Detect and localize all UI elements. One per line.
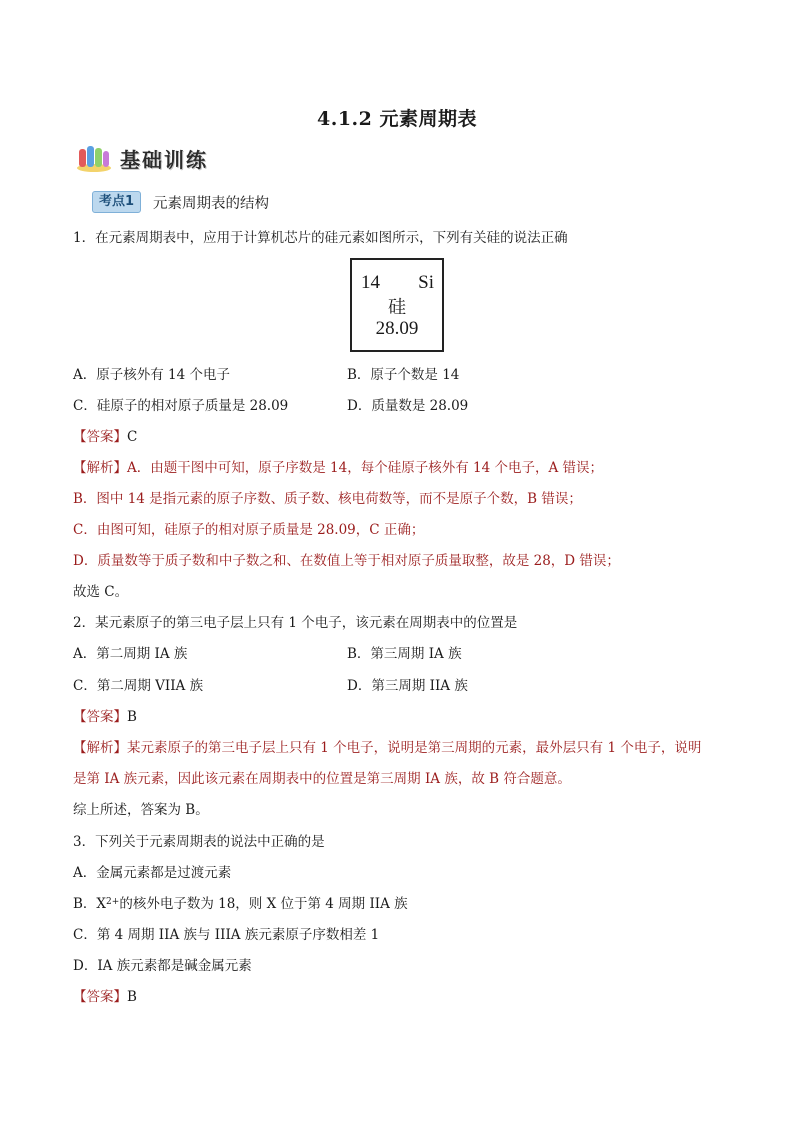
q2-conclusion: 综上所述，答案为 B。 [73,802,209,818]
q2-analysis-line-2: 是第 IA 族元素，因此该元素在周期表中的位置是第三周期 IA 族，故 B 符合题意。 [73,771,571,787]
page-title: 4.1.2 元素周期表 [316,108,477,130]
analysis-text: A．由题干图中可知，原子序数是 14，每个硅原子核外有 14 个电子，A 错误； [127,460,604,476]
analysis-label: 【解析】 [73,740,127,756]
q2-analysis-line-1 [73,739,701,757]
q1-option-a: A．原子核外有 14 个电子 [73,367,231,383]
q1-analysis-line-2: B．图中 14 是指元素的原子序数、质子数、核电荷数等，而不是原子个数，B 错误； [73,491,582,507]
q3-option-b [73,895,408,913]
option-b-text: 的核外电子数为 18，则 X 位于第 4 周期 IIA 族 [119,896,408,912]
answer-label: 【答案】 [73,709,127,725]
option-b-prefix: B．X [73,896,107,912]
element-name: 硅 [388,297,406,317]
topic-badge: 考点1 [92,191,141,213]
topic-title: 元素周期表的结构 [153,195,270,212]
analysis-text: 某元素原子的第三电子层上只有 1 个电子，说明是第三周期的元素，最外层只有 1 个电子，说明 [127,740,702,756]
answer-value: B [127,709,137,725]
element-mass: 28.09 [375,318,419,339]
q1-answer [73,428,137,446]
analysis-label: 【解析】 [73,460,127,476]
q3-option-a: A．金属元素都是过渡元素 [73,865,232,881]
answer-value: C [127,429,138,445]
q1-conclusion: 故选 C。 [73,584,129,600]
q2-option-a: A．第二周期 IA 族 [73,646,188,662]
section-banner-text: 基础训练 [120,147,208,172]
q2-option-c: C．第二周期 VIIA 族 [73,678,204,694]
topic-heading [92,191,269,213]
q1-option-b: B．原子个数是 14 [347,367,460,383]
element-symbol: Si [418,272,434,293]
q3-stem: 3．下列关于元素周期表的说法中正确的是 [73,834,325,850]
q1-option-d: D．质量数是 28.09 [347,398,469,414]
element-number: 14 [361,272,380,293]
answer-label: 【答案】 [73,989,127,1005]
q3-answer [73,988,137,1006]
q1-analysis-line-4: D．质量数等于质子数和中子数之和、在数值上等于相对原子质量取整，故是 28，D 错误； [73,553,620,569]
q1-option-c: C．硅原子的相对原子质量是 28.09 [73,398,289,414]
answer-value: B [127,989,137,1005]
q2-option-b: B．第三周期 IA 族 [347,646,462,662]
q1-analysis-line-1 [73,459,603,477]
q3-option-d: D．IA 族元素都是碱金属元素 [73,958,252,974]
q2-option-d: D．第三周期 IIA 族 [347,678,468,694]
q1-analysis-line-3: C．由图可知，硅原子的相对原子质量是 28.09，C 正确； [73,522,425,538]
answer-label: 【答案】 [73,429,127,445]
q2-stem: 2．某元素原子的第三电子层上只有 1 个电子，该元素在周期表中的位置是 [73,615,518,631]
q2-answer [73,708,137,726]
charge-superscript: 2+ [106,897,120,907]
q1-stem: 1．在元素周期表中，应用于计算机芯片的硅元素如图所示，下列有关硅的说法正确 [73,230,568,246]
q3-option-c: C．第 4 周期 IIA 族与 IIIA 族元素原子序数相差 1 [73,927,380,943]
element-tile-silicon [350,258,444,352]
section-banner [74,141,208,175]
crayons-icon [74,143,114,173]
